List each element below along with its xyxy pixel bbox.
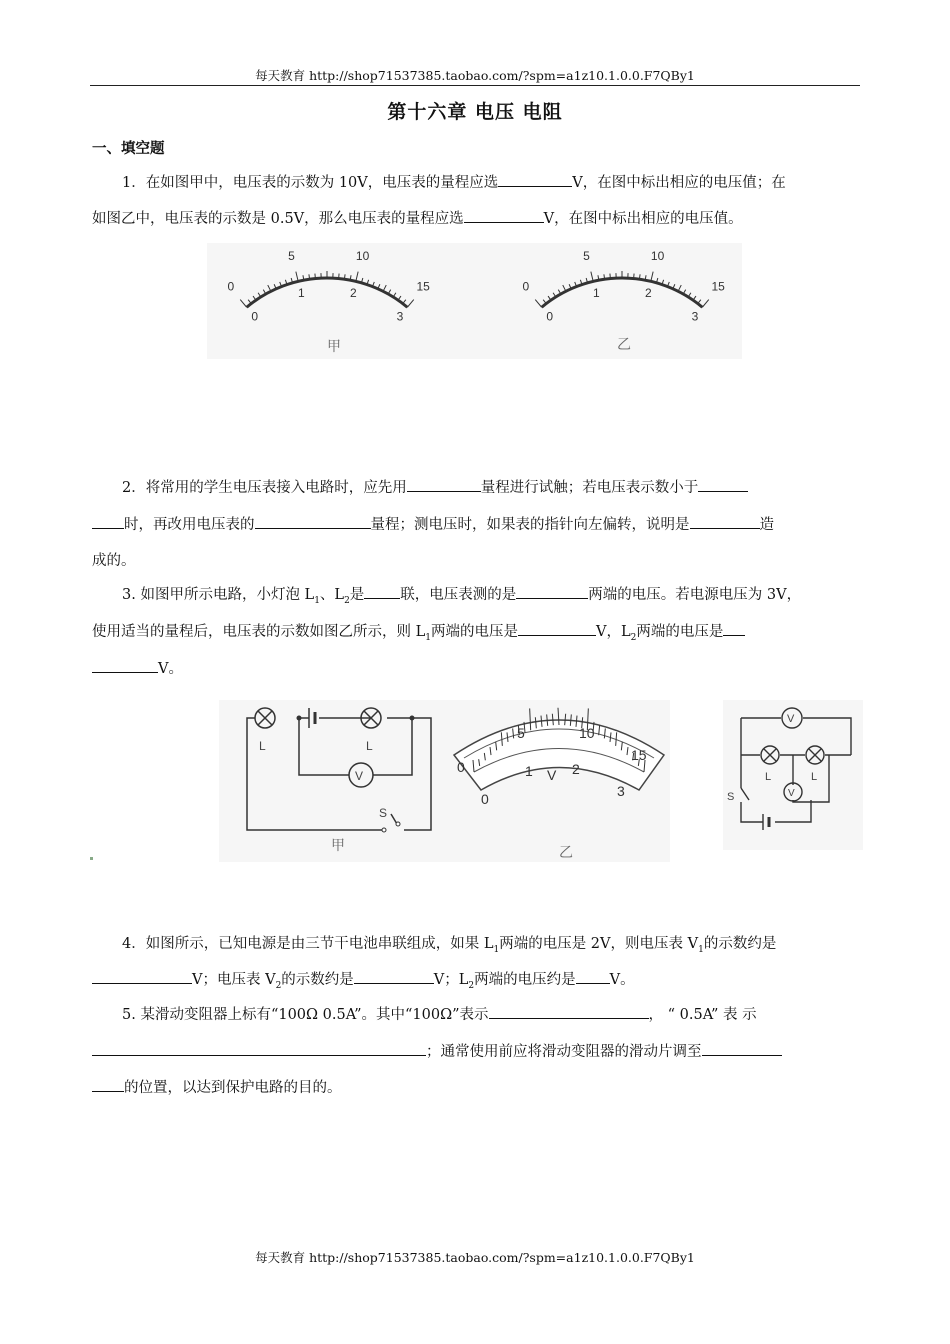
lamp-l2-label: L bbox=[366, 739, 373, 753]
q1-blank-2[interactable] bbox=[464, 208, 544, 223]
q5-blank-3a[interactable] bbox=[702, 1041, 782, 1056]
header-rule bbox=[90, 85, 860, 86]
q5-blank-2[interactable] bbox=[92, 1041, 426, 1056]
meter-unit-label: V bbox=[547, 767, 557, 783]
q4-line1: 4．如图所示，已知电源是由三节干电池串联组成，如果 $L_1$两端的电压是 2V，则电压表 $V_1$的示数约是 bbox=[122, 936, 777, 955]
meter-bottom-label: 3 bbox=[617, 783, 625, 799]
scale-bottom-label: 0 bbox=[251, 309, 259, 324]
meter-jia-caption: 甲 bbox=[327, 338, 341, 354]
switch-label: S bbox=[727, 791, 735, 803]
scale-bottom-label: 2 bbox=[350, 286, 357, 301]
scale-bottom-label: 3 bbox=[396, 309, 404, 324]
scale-bottom-label: 1 bbox=[297, 286, 305, 301]
q3-blank-2[interactable] bbox=[516, 584, 588, 599]
scale-top-label: 10 bbox=[650, 248, 665, 263]
scale-bottom-label: 1 bbox=[592, 286, 600, 301]
scale-tick bbox=[309, 274, 310, 279]
q2-blank-1[interactable] bbox=[407, 477, 481, 492]
section-heading: 一、填空题 bbox=[92, 141, 165, 157]
q4-blank-2[interactable] bbox=[354, 969, 434, 984]
q5-blank-1[interactable] bbox=[489, 1004, 649, 1019]
q3-blank-4a[interactable] bbox=[723, 621, 745, 636]
q4-circuit-figure bbox=[723, 700, 863, 850]
q1-blank-1[interactable] bbox=[498, 172, 572, 187]
voltmeter-label: V bbox=[355, 769, 364, 783]
q2-line2: 时，再改用电压表的 量程；测电压时，如果表的指针向左偏转，说明是 造 bbox=[92, 513, 774, 534]
q3-blank-4b[interactable] bbox=[92, 658, 158, 673]
q5-line3: 的位置，以达到保护电路的目的。 bbox=[92, 1076, 342, 1097]
q5-blank-3b[interactable] bbox=[92, 1077, 124, 1092]
q3-line2: 使用适当的量程后，电压表的示数如图乙所示，则 $L_1$两端的电压是 V，$L_2$两端的电压是 bbox=[92, 620, 745, 643]
scale-top-label: 0 bbox=[522, 279, 530, 294]
q5-line2: ；通常使用前应将滑动变阻器的滑动片调至 bbox=[92, 1040, 782, 1061]
meter-top-label: 0 bbox=[457, 759, 465, 775]
scale-top-label: 5 bbox=[583, 248, 590, 263]
lamp-l1-label: L bbox=[259, 739, 266, 753]
lamp-l1-label: L bbox=[765, 771, 772, 783]
scale-top-label: 15 bbox=[416, 279, 430, 294]
circuit-jia-caption: 甲 bbox=[331, 837, 345, 853]
lamp-l2-label: L bbox=[811, 771, 818, 783]
scale-tick bbox=[604, 274, 605, 279]
meter-bottom-label: 1 bbox=[525, 763, 533, 779]
q2-line3: 成的。 bbox=[92, 553, 136, 569]
page-footer: 每天教育 http://shop71537385.taobao.com/?spm=a1z10.1.0.0.F7QBy1 bbox=[255, 1250, 695, 1265]
meter-top-label: 10 bbox=[579, 725, 595, 741]
scale-bottom-label: 0 bbox=[546, 309, 554, 324]
q3-circuit-meter-figure bbox=[219, 700, 670, 862]
q2-blank-2b[interactable] bbox=[92, 514, 124, 529]
q2-blank-3[interactable] bbox=[255, 514, 371, 529]
q1-line1: 1．在如图甲中，电压表的示数为 10V，电压表的量程应选 V，在图中标出相应的电压值；在 bbox=[122, 171, 786, 192]
voltmeter-v1-label: V bbox=[787, 713, 795, 725]
voltmeter-v2-label: V bbox=[788, 788, 795, 799]
scale-tick bbox=[344, 274, 345, 279]
scale-top-label: 15 bbox=[711, 279, 725, 294]
page-title: 第十六章 电压 电阻 bbox=[387, 101, 563, 123]
scale-bottom-label: 3 bbox=[691, 309, 699, 324]
meter-top-label: 5 bbox=[517, 725, 525, 741]
q5-line1: 5. 某滑动变阻器上标有“100Ω 0.5A”。其中“100Ω”表示 ， “ 0.5A” 表 示 bbox=[122, 1003, 757, 1024]
meter-top-label: 15 bbox=[631, 747, 647, 763]
meter-yi-caption: 乙 bbox=[617, 336, 631, 352]
scale-top-label: 0 bbox=[227, 279, 235, 294]
q2-blank-2a[interactable] bbox=[698, 477, 748, 492]
q3-blank-3[interactable] bbox=[518, 621, 596, 636]
scale-top-label: 10 bbox=[355, 248, 370, 263]
scale-tick bbox=[639, 274, 640, 279]
switch-label: S bbox=[379, 806, 388, 820]
stray-mark bbox=[90, 857, 93, 860]
q4-blank-3[interactable] bbox=[576, 969, 610, 984]
scale-top-label: 5 bbox=[288, 248, 295, 263]
q2-line1: 2．将常用的学生电压表接入电路时，应先用 量程进行试触；若电压表示数小于 bbox=[122, 476, 748, 497]
q4-line2: V；电压表 $V_2$的示数约是 V；$L_2$两端的电压约是 V。 bbox=[92, 968, 635, 991]
meter-bottom-label: 2 bbox=[572, 761, 580, 777]
q2-blank-4[interactable] bbox=[690, 514, 760, 529]
q3-line1: 3. 如图甲所示电路，小灯泡 $L_1$、$L_2$是 联，电压表测的是 两端的电压。若电源电压为 3V， bbox=[122, 583, 801, 606]
meter-yi-caption: 乙 bbox=[559, 844, 573, 860]
page-header: 每天教育 http://shop71537385.taobao.com/?spm=a1z10.1.0.0.F7QBy1 bbox=[255, 68, 695, 83]
q4-blank-1[interactable] bbox=[92, 969, 192, 984]
meter-bottom-label: 0 bbox=[481, 791, 489, 807]
q3-blank-1[interactable] bbox=[364, 584, 400, 599]
q1-line2: 如图乙中，电压表的示数是 0.5V，那么电压表的量程应选 V，在图中标出相应的电压值。 bbox=[92, 207, 743, 228]
scale-bottom-label: 2 bbox=[645, 286, 652, 301]
q3-line3: V。 bbox=[92, 657, 183, 678]
q1-meter-figure bbox=[207, 243, 742, 359]
